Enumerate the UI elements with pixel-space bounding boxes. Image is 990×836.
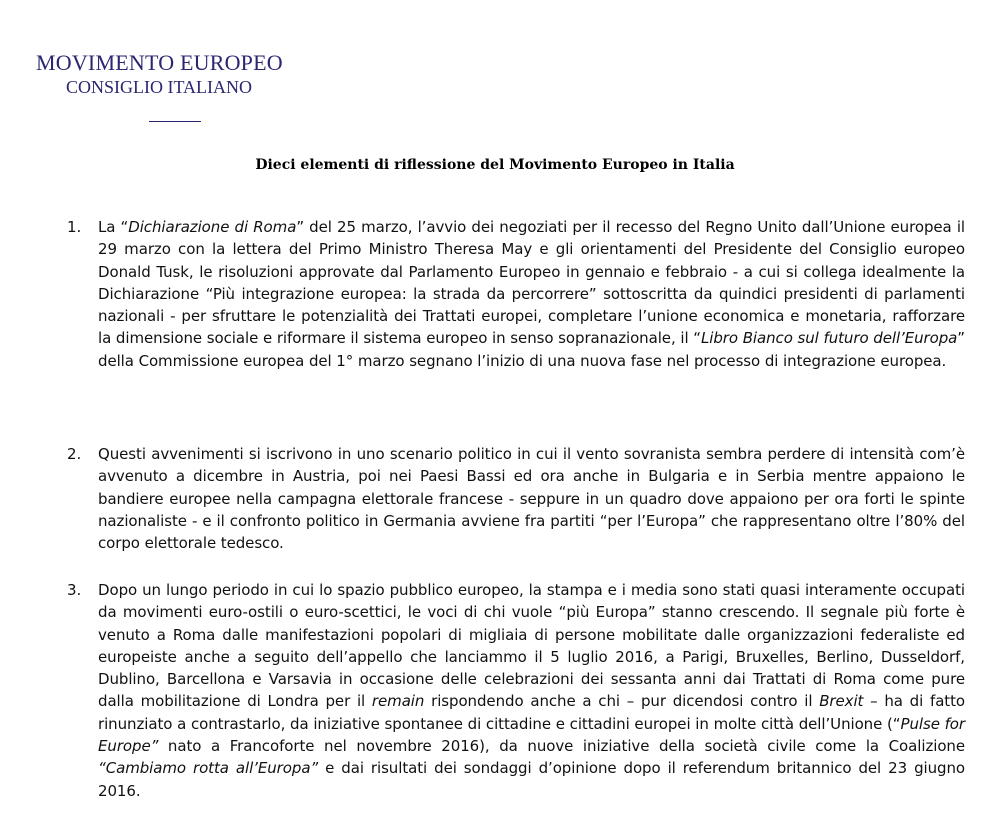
text-run: ” del 25 marzo, l’avvio dei negoziati per il recesso del Regno Unito dall’Unione europea il 29 marzo con la lettera del Primo Ministro Theresa May e gli orientamenti del Presidente del Consiglio europeo Donald Tusk, le risoluzioni approvate dal Parlamento Europeo in gennaio e febbraio - a cui si collega idealmente la Dichiarazione “Più integrazione europea: la strada da percorrere” sottoscritta da quindici presidenti di parlamenti nazionali - per sfruttare le potenzialità dei Trattati europei, completare l’unione economica e monetaria, rafforzare la dimensione sociale e riformare il sistema europeo in senso sopranazionale, il “ — [98, 218, 965, 348]
organization-subtitle: CONSIGLIO ITALIANO — [66, 77, 253, 97]
text-run: ” della Commissione europea del 1° marzo segnano l’inizio di una nuova fase nel processo di integrazione europea. — [98, 329, 965, 370]
item-paragraph — [98, 579, 965, 802]
italic-text-run: remain — [371, 692, 425, 711]
item-paragraph — [98, 216, 965, 372]
text-run: e dai risultati dei sondaggi d’opinione dopo il referendum britannico del 23 giugno 2016. — [98, 759, 965, 800]
text-run: nato a Francoforte nel novembre 2016), da nuove iniziative della società civile come la Coalizione — [158, 737, 965, 756]
text-run: Questi avvenimenti si iscrivono in uno scenario politico in cui il vento sovranista sembra perdere di intensità com’è avvenuto a dicembre in Austria, poi nei Paesi Bassi ed ora anche in Bulgaria e in Serbia mentre appaiono le bandiere europee nella campagna elettorale francese - seppure in un quadro dove appaiono per ora forti le spinte nazionaliste - e il confronto politico in Germania avviene fra partiti “per l’Europa” che rappresentano oltre l’80% del corpo elettorale tedesco. — [98, 445, 965, 553]
italic-text-run: Dichiarazione di Roma — [128, 218, 297, 236]
document-title: Dieci elementi di riflessione del Movimento Europeo in Italia — [255, 157, 735, 173]
item-number: 3. — [67, 581, 82, 599]
text-run: Dopo un lungo periodo in cui lo spazio pubblico europeo, la stampa e i media sono stati quasi interamente occupati da movimenti euro-ostili o euro-scettici, le voci di chi vuole “più Europa” stanno crescendo. Il segnale più forte è venuto a Roma dalle manifestazioni popolari di migliaia di persone mobilitate dalle organizzazioni federaliste ed europeiste anche a seguito dell’appello che lanciammo il 5 luglio 2016, a Parigi, Bruxelles, Berlino, Dusseldorf, Dublino, Barcellona e Varsavia in occasione delle celebrazioni dei sessanta anni dai Trattati di Roma come pure dalla mobilitazione di Londra per il — [98, 581, 965, 711]
text-run: – ha di fatto rinunziato a contrastarlo, da iniziative spontanee di cittadine e cittadini europei in molte città dell’Unione (“ — [98, 692, 965, 733]
item-number: 2. — [67, 445, 82, 463]
italic-text-run: Brexit — [819, 692, 864, 711]
italic-text-run: “Cambiamo rotta all’Europa” — [98, 759, 319, 778]
italic-text-run: Pulse for Europe” — [98, 714, 965, 756]
item-paragraph — [98, 443, 965, 554]
item-number: 1. — [67, 218, 82, 236]
italic-text-run: Libro Bianco sul futuro dell’Europa — [700, 329, 958, 348]
text-run: La “ — [98, 218, 129, 236]
organization-name: MOVIMENTO EUROPEO — [36, 50, 283, 75]
text-run: rispondendo anche a chi – pur dicendosi contro il — [424, 692, 820, 711]
